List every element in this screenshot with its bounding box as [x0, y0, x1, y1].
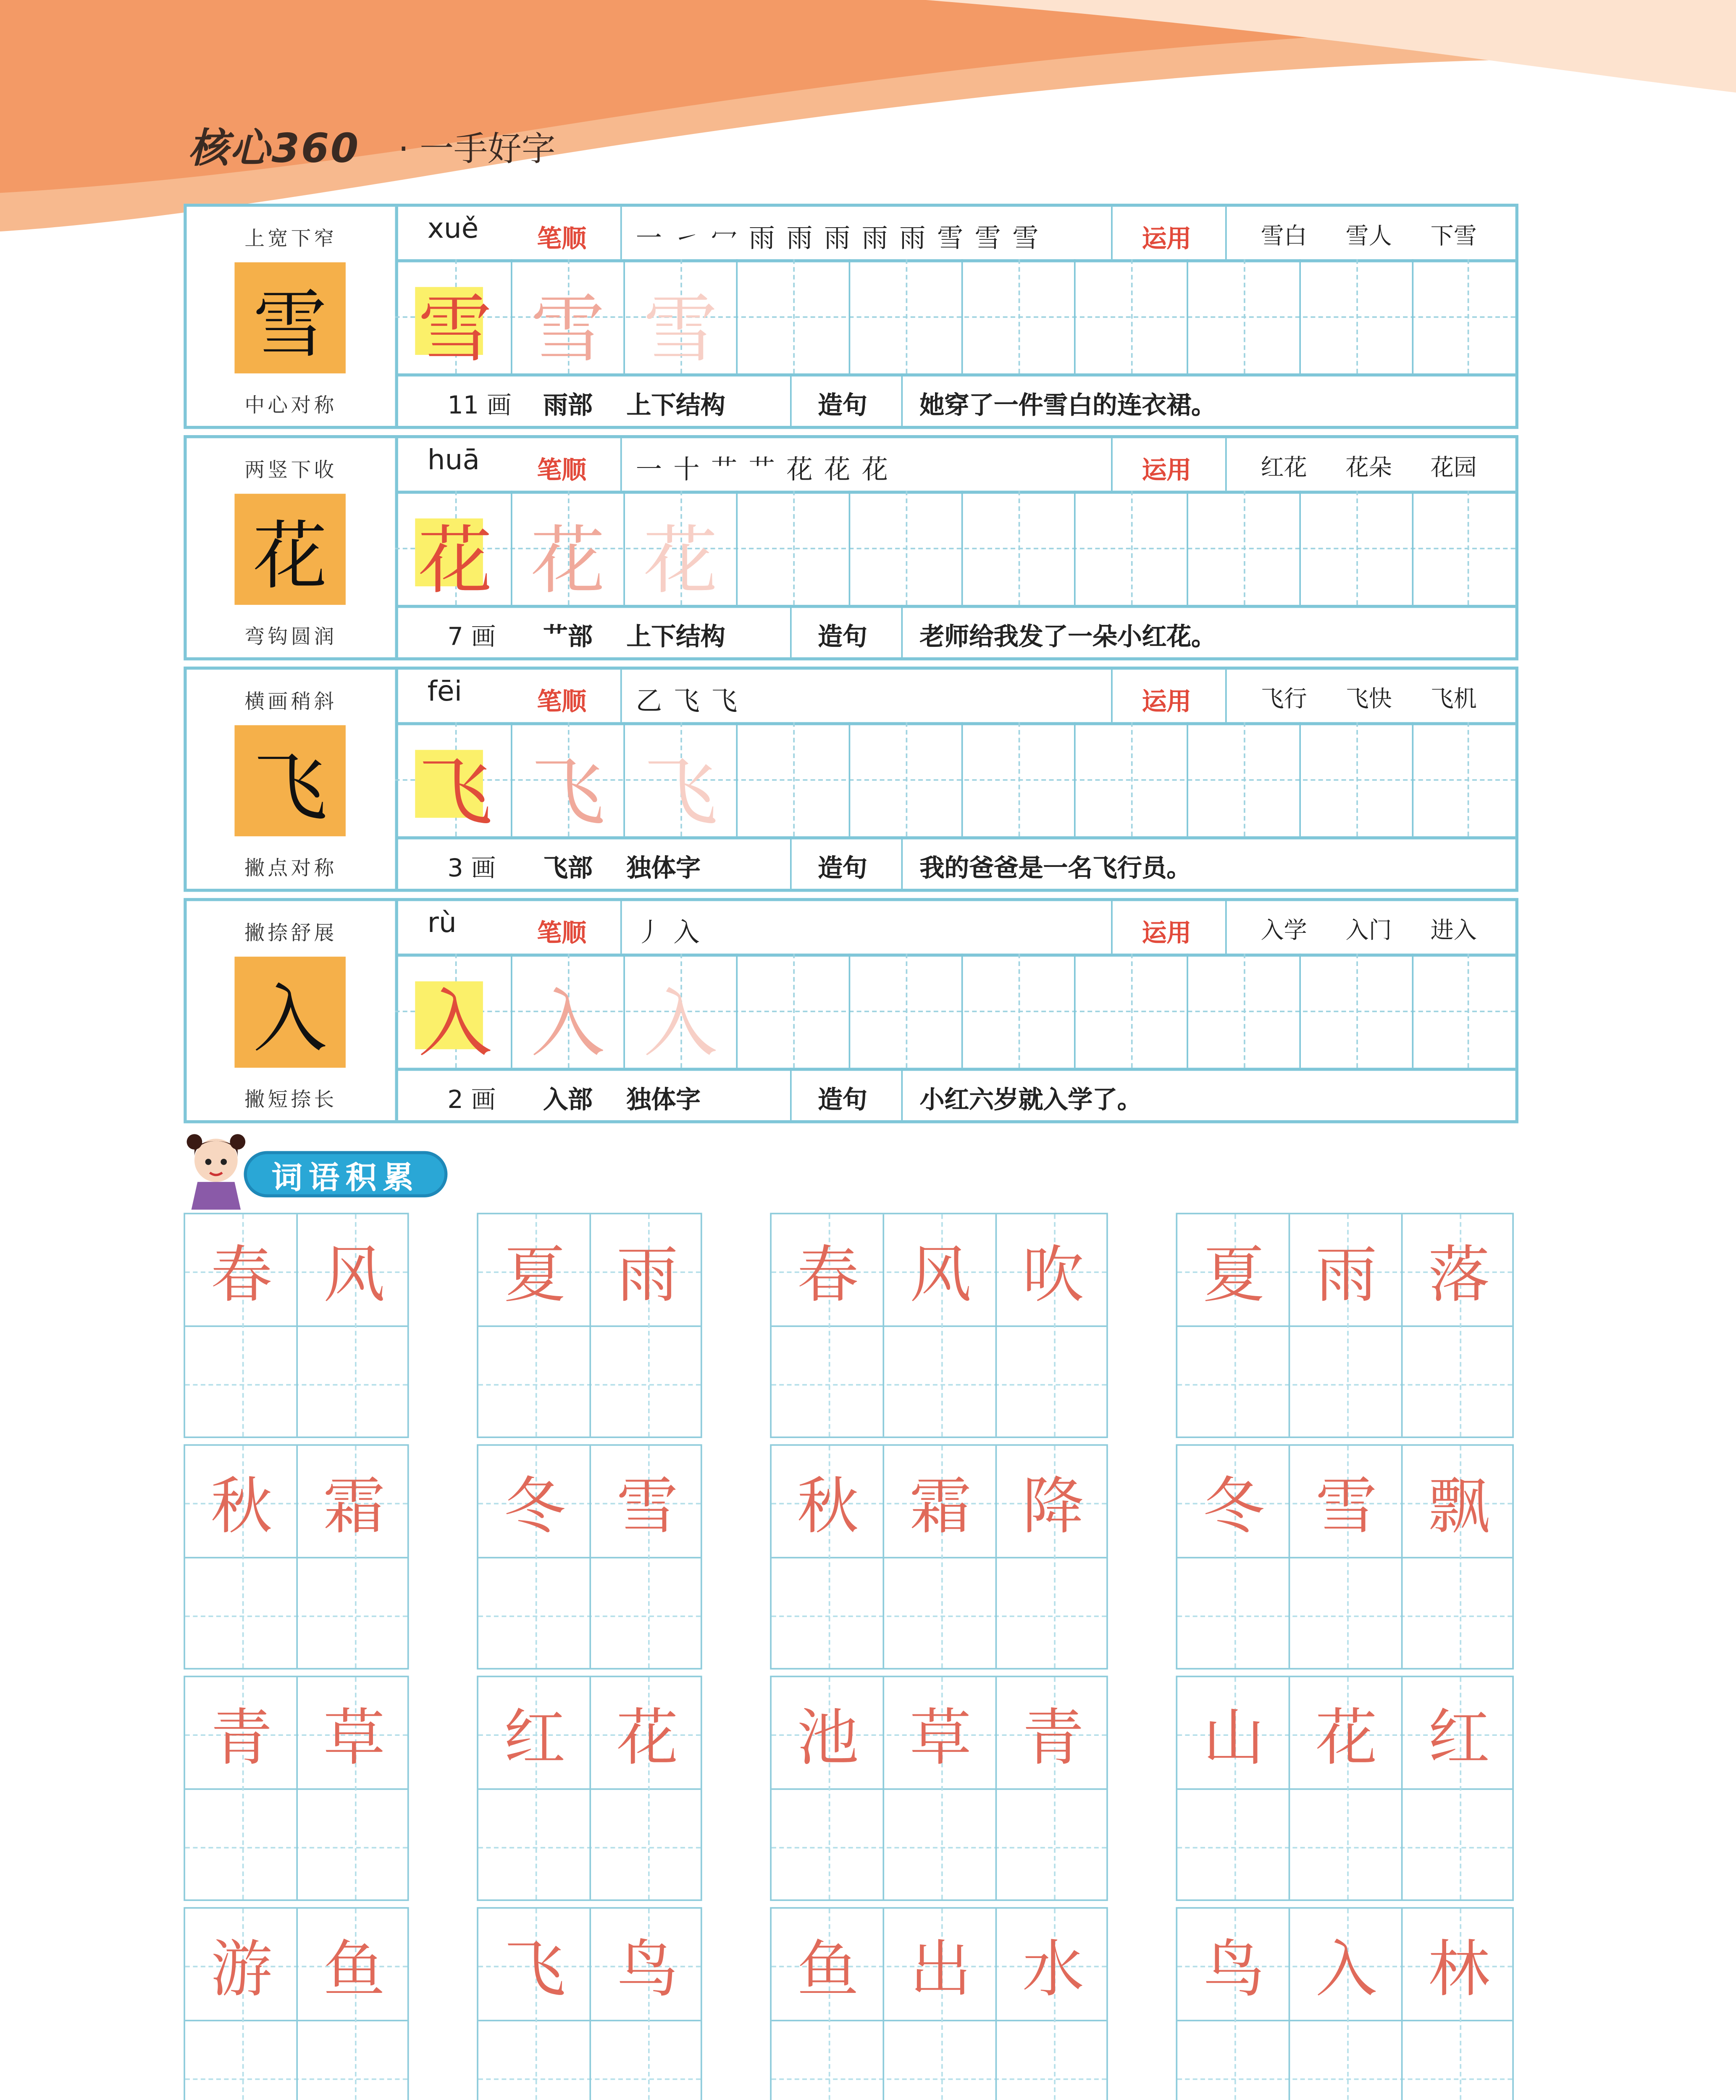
model-character: 雪	[234, 262, 346, 374]
character-row	[184, 898, 1518, 1123]
word-character: 雨	[616, 1240, 678, 1312]
word-character: 冬	[504, 1472, 566, 1543]
structure: 独体字	[626, 1084, 701, 1114]
grid-midline	[1130, 722, 1132, 836]
writing-tip-top: 两竖下收	[244, 459, 337, 483]
grid-line	[1412, 491, 1414, 605]
stroke-count: 7 画	[447, 622, 496, 651]
stroke-order-label: 笔顺	[537, 223, 587, 253]
grid-midline	[1177, 1846, 1512, 1848]
cell-divider	[620, 438, 622, 491]
word-character: 雨	[1315, 1240, 1377, 1312]
usage-word: 花园	[1430, 454, 1477, 482]
grid-midline	[1243, 722, 1245, 836]
grid-midline	[1177, 1383, 1512, 1385]
word-character: 草	[909, 1703, 972, 1774]
section-title: 词语积累	[244, 1151, 447, 1197]
grid-line	[1412, 259, 1414, 373]
grid-midline	[1467, 491, 1468, 605]
cell-divider	[1225, 669, 1227, 722]
grid-line	[849, 953, 851, 1068]
grid-midline	[772, 1615, 1106, 1617]
radical: 飞部	[543, 853, 593, 883]
word-practice-grid[interactable]	[1176, 1676, 1514, 1901]
tracing-character: 花	[418, 517, 492, 604]
structure: 上下结构	[626, 390, 725, 420]
word-practice-grid[interactable]	[184, 1676, 409, 1901]
usage-word: 飞机	[1430, 685, 1477, 713]
stroke-order: 一 ㇀ 冖 雨 雨 雨 雨 雨 雪 雪 雪	[636, 223, 1040, 255]
stroke-order: 丿 入	[636, 918, 701, 949]
grid-midline	[1018, 259, 1019, 373]
tracing-character: 入	[418, 980, 492, 1067]
cell-divider	[1111, 901, 1113, 953]
cell-divider	[790, 836, 792, 889]
cell-divider	[790, 373, 792, 426]
word-character: 风	[909, 1240, 972, 1312]
tracing-character: 雪	[531, 286, 605, 373]
grid-midline	[772, 2078, 1106, 2079]
grid-line	[736, 491, 738, 605]
tracing-character: 花	[531, 517, 605, 604]
word-character: 水	[1022, 1935, 1084, 2006]
word-character: 夏	[1203, 1240, 1265, 1312]
grid-line	[961, 259, 963, 373]
structure: 独体字	[626, 853, 701, 883]
stroke-order: 乙 飞 飞	[636, 686, 739, 718]
character-row	[184, 667, 1518, 892]
word-character: 林	[1428, 1935, 1490, 2006]
row-divider	[395, 491, 1515, 494]
cell-divider	[620, 901, 622, 953]
word-practice-grid[interactable]	[477, 1213, 702, 1438]
word-character: 春	[210, 1240, 273, 1312]
cell-divider	[1111, 669, 1113, 722]
grid-midline	[1018, 722, 1019, 836]
radical: 入部	[543, 1084, 593, 1114]
cell-divider	[1225, 901, 1227, 953]
writing-tip-bottom: 撇短捺长	[244, 1089, 337, 1113]
usage-label: 运用	[1142, 686, 1192, 716]
grid-line	[1412, 722, 1414, 836]
grid-line	[736, 259, 738, 373]
radical: 艹部	[543, 622, 593, 651]
usage-word: 红花	[1261, 454, 1307, 482]
word-character: 风	[323, 1240, 385, 1312]
word-practice-grid[interactable]	[1176, 1444, 1514, 1670]
header-title: · 一手好字	[398, 131, 556, 170]
tracing-character: 花	[643, 517, 718, 604]
word-character: 山	[1203, 1703, 1265, 1774]
cell-divider	[1111, 207, 1113, 259]
grid-line	[961, 722, 963, 836]
word-practice-grid[interactable]	[770, 1907, 1108, 2100]
word-character: 鱼	[797, 1935, 859, 2006]
pinyin: xuě	[427, 213, 479, 246]
usage-word: 雪白	[1261, 222, 1307, 250]
tracing-character: 飞	[418, 749, 492, 836]
usage-label: 运用	[1142, 455, 1192, 485]
grid-midline	[1467, 953, 1468, 1068]
word-character: 霜	[323, 1472, 385, 1543]
cell-divider	[1225, 207, 1227, 259]
grid-midline	[792, 259, 794, 373]
row-divider	[395, 953, 1515, 956]
word-practice-grid[interactable]	[184, 1444, 409, 1670]
character-row	[184, 204, 1518, 429]
grid-midline	[1355, 491, 1357, 605]
writing-tip-top: 横画稍斜	[244, 691, 337, 714]
sentence-label: 造句	[818, 1084, 867, 1114]
stroke-order-label: 笔顺	[537, 686, 587, 716]
word-practice-grid[interactable]	[184, 1907, 409, 2100]
usage-label: 运用	[1142, 223, 1192, 253]
grid-midline	[772, 1846, 1106, 1848]
word-character: 草	[323, 1703, 385, 1774]
grid-line	[849, 722, 851, 836]
usage-word: 入门	[1345, 916, 1392, 945]
grid-line	[1187, 491, 1188, 605]
grid-line	[961, 953, 963, 1068]
cell-divider	[620, 207, 622, 259]
cell-divider	[901, 373, 903, 426]
row-divider	[395, 722, 1515, 725]
grid-midline	[1355, 722, 1357, 836]
cell-divider	[620, 669, 622, 722]
grid-midline	[1243, 491, 1245, 605]
grid-midline	[1355, 259, 1357, 373]
writing-tip-top: 撇捺舒展	[244, 922, 337, 946]
grid-line	[1299, 259, 1301, 373]
word-practice-grid[interactable]	[1176, 1213, 1514, 1438]
grid-midline	[1130, 491, 1132, 605]
grid-line	[1187, 722, 1188, 836]
word-character: 青	[1022, 1703, 1084, 1774]
usage-word: 进入	[1430, 916, 1477, 945]
word-character: 飘	[1428, 1472, 1490, 1543]
grid-midline	[792, 953, 794, 1068]
word-character: 青	[210, 1703, 273, 1774]
tracing-character: 雪	[418, 286, 492, 373]
grid-midline	[772, 1383, 1106, 1385]
grid-line	[1299, 722, 1301, 836]
character-info-column	[187, 669, 398, 889]
stroke-count: 2 画	[447, 1084, 496, 1114]
grid-midline	[1018, 953, 1019, 1068]
word-practice-grid[interactable]	[770, 1213, 1108, 1438]
grid-midline	[1018, 491, 1019, 605]
usage-label: 运用	[1142, 918, 1192, 948]
word-character: 红	[1428, 1703, 1490, 1774]
word-character: 花	[1315, 1703, 1377, 1774]
word-character: 冬	[1203, 1472, 1265, 1543]
pinyin: huā	[427, 444, 480, 477]
grid-midline	[1177, 1615, 1512, 1617]
grid-line	[849, 491, 851, 605]
grid-midline	[905, 491, 907, 605]
cell-divider	[901, 605, 903, 657]
grid-line	[1299, 491, 1301, 605]
cell-divider	[901, 836, 903, 889]
example-sentence: 她穿了一件雪白的连衣裙。	[919, 390, 1216, 420]
word-character: 鸟	[1203, 1935, 1265, 2006]
grid-line	[1074, 953, 1076, 1068]
word-character: 霜	[909, 1472, 972, 1543]
word-character: 吹	[1022, 1240, 1084, 1312]
grid-midline	[792, 491, 794, 605]
sentence-label: 造句	[818, 390, 867, 420]
example-sentence: 老师给我发了一朵小红花。	[919, 622, 1216, 651]
grid-midline	[905, 259, 907, 373]
tracing-character: 入	[643, 980, 718, 1067]
stroke-order-label: 笔顺	[537, 455, 587, 485]
word-character: 夏	[504, 1240, 566, 1312]
word-character: 飞	[504, 1935, 566, 2006]
cell-divider	[790, 1068, 792, 1120]
grid-midline	[1130, 259, 1132, 373]
grid-line	[1074, 722, 1076, 836]
character-row	[184, 435, 1518, 660]
structure: 上下结构	[626, 622, 725, 651]
grid-midline	[905, 722, 907, 836]
grid-line	[1074, 491, 1076, 605]
cell-divider	[1111, 438, 1113, 491]
word-character: 雪	[616, 1472, 678, 1543]
character-info-column	[187, 901, 398, 1120]
usage-word: 雪人	[1345, 222, 1392, 250]
grid-line	[1074, 259, 1076, 373]
pinyin: fēi	[427, 676, 462, 709]
grid-midline	[792, 722, 794, 836]
writing-tip-bottom: 撇点对称	[244, 858, 337, 881]
word-character: 鱼	[323, 1935, 385, 2006]
word-character: 落	[1428, 1240, 1490, 1312]
tracing-character: 飞	[531, 749, 605, 836]
grid-line	[736, 953, 738, 1068]
stroke-order: 一 十 艹 艹 花 花 花	[636, 455, 890, 486]
pinyin: rù	[427, 907, 457, 940]
word-character: 出	[909, 1935, 972, 2006]
brand-logo: 核心360	[188, 126, 360, 173]
cell-divider	[1225, 438, 1227, 491]
grid-midline	[1467, 722, 1468, 836]
word-character: 降	[1022, 1472, 1084, 1543]
word-character: 池	[797, 1703, 859, 1774]
word-practice-grid[interactable]	[770, 1444, 1108, 1670]
model-character: 花	[234, 494, 346, 605]
grid-midline	[1177, 2078, 1512, 2079]
usage-word: 入学	[1261, 916, 1307, 945]
tracing-character: 入	[531, 980, 605, 1067]
writing-tip-top: 上宽下窄	[244, 228, 337, 252]
word-character: 花	[616, 1703, 678, 1774]
usage-word: 飞快	[1345, 685, 1392, 713]
character-info-column	[187, 207, 398, 426]
example-sentence: 我的爸爸是一名飞行员。	[919, 853, 1192, 883]
tracing-character: 雪	[643, 286, 718, 373]
stroke-count: 11 画	[447, 390, 512, 420]
word-character: 秋	[210, 1472, 273, 1543]
grid-line	[1299, 953, 1301, 1068]
cell-divider	[901, 1068, 903, 1120]
word-practice-grid[interactable]	[477, 1444, 702, 1670]
character-info-column	[187, 438, 398, 657]
usage-word: 下雪	[1430, 222, 1477, 250]
word-practice-grid[interactable]	[770, 1676, 1108, 1901]
word-practice-grid[interactable]	[184, 1213, 409, 1438]
radical: 雨部	[543, 390, 593, 420]
sentence-label: 造句	[818, 622, 867, 651]
word-practice-grid[interactable]	[1176, 1907, 1514, 2100]
cell-divider	[790, 605, 792, 657]
grid-line	[1412, 953, 1414, 1068]
grid-midline	[1355, 953, 1357, 1068]
word-practice-grid[interactable]	[477, 1907, 702, 2100]
word-character: 入	[1315, 1935, 1377, 2006]
header-wave-decoration	[0, 0, 1736, 231]
word-character: 鸟	[616, 1935, 678, 2006]
sentence-label: 造句	[818, 853, 867, 883]
grid-midline	[1243, 953, 1245, 1068]
word-character: 雪	[1315, 1472, 1377, 1543]
usage-word: 飞行	[1261, 685, 1307, 713]
writing-tip-bottom: 弯钩圆润	[244, 626, 337, 650]
writing-tip-bottom: 中心对称	[244, 395, 337, 418]
grid-line	[849, 259, 851, 373]
grid-midline	[1243, 259, 1245, 373]
girl-mascot-icon	[182, 1129, 250, 1210]
word-character: 红	[504, 1703, 566, 1774]
word-character: 春	[797, 1240, 859, 1312]
stroke-order-label: 笔顺	[537, 918, 587, 948]
word-character: 秋	[797, 1472, 859, 1543]
grid-midline	[1130, 953, 1132, 1068]
word-practice-grid[interactable]	[477, 1676, 702, 1901]
row-divider	[395, 259, 1515, 262]
tracing-character: 飞	[643, 749, 718, 836]
grid-line	[1187, 259, 1188, 373]
usage-word: 花朵	[1345, 454, 1392, 482]
grid-midline	[1467, 259, 1468, 373]
model-character: 飞	[234, 725, 346, 837]
model-character: 入	[234, 957, 346, 1068]
grid-line	[961, 491, 963, 605]
grid-line	[1187, 953, 1188, 1068]
example-sentence: 小红六岁就入学了。	[919, 1084, 1142, 1114]
word-character: 游	[210, 1935, 273, 2006]
grid-midline	[905, 953, 907, 1068]
stroke-count: 3 画	[447, 853, 496, 883]
grid-line	[736, 722, 738, 836]
